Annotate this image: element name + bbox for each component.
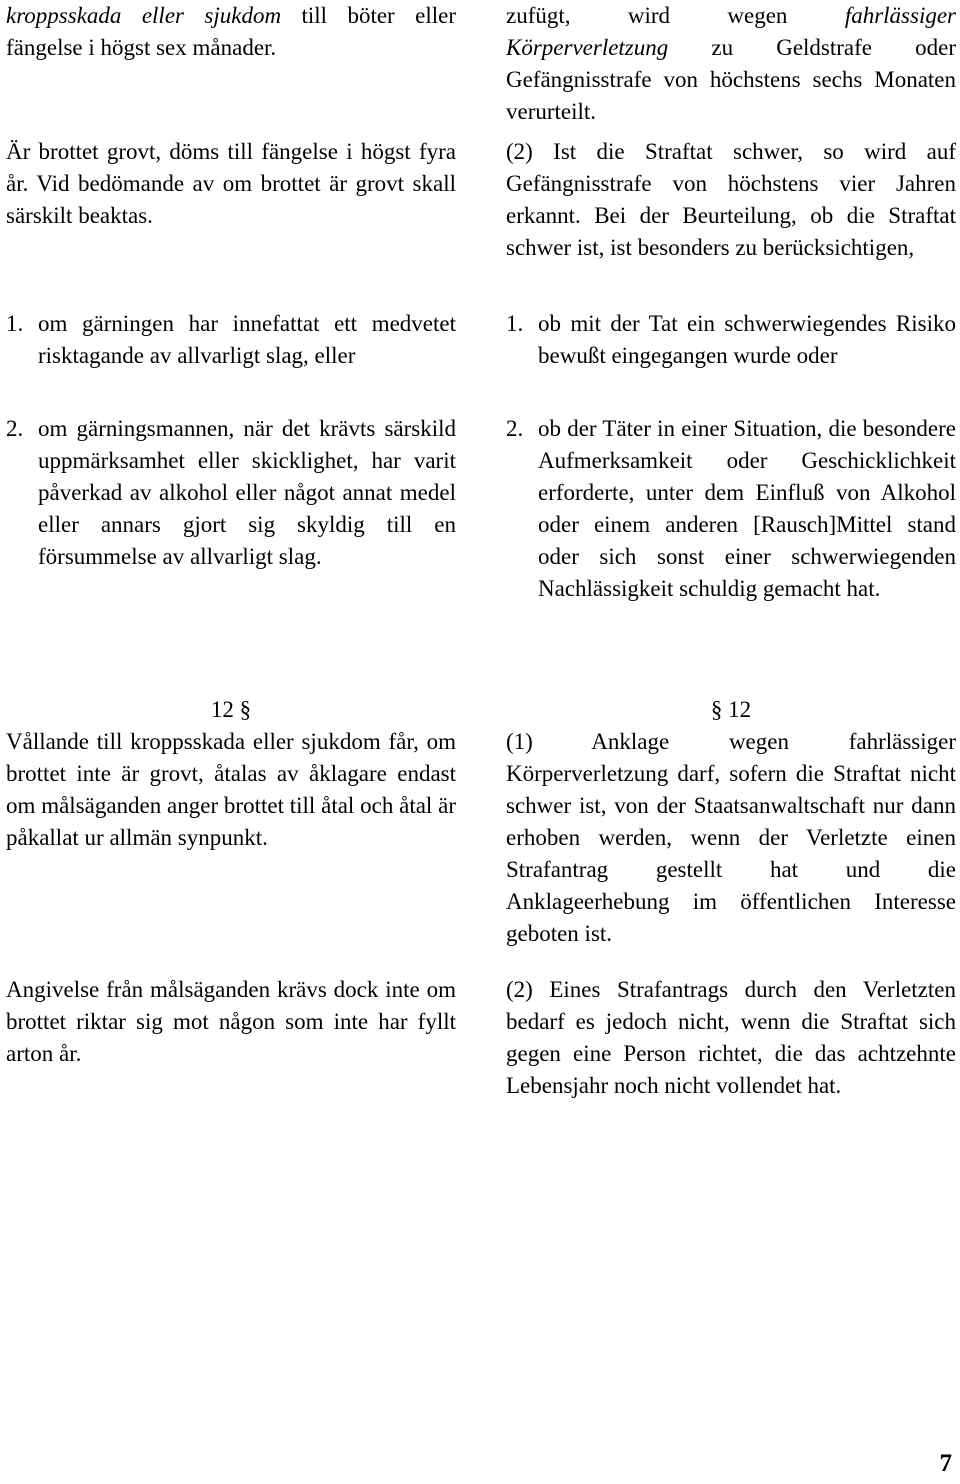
sv-section-12 xyxy=(6,694,456,854)
de-paragraph-1-start: zufügt, wird wegen xyxy=(506,3,845,28)
sv-list-item-1 xyxy=(6,308,456,372)
sv-section-12-paragraph-2-block xyxy=(6,974,456,1070)
de-section-12 xyxy=(506,694,956,950)
page-number: 7 xyxy=(939,1450,952,1477)
sv-list-number-2: 2. xyxy=(6,416,24,441)
sv-section-12-paragraph-2: Angivelse från målsäganden krävs dock inte om brottet riktar sig mot någon som inte har fyllt arton år. xyxy=(6,977,456,1066)
sv-paragraph-2: Är brottet grovt, döms till fängelse i högst fyra år. Vid bedömande av om brottet är grovt skall särskilt beaktas. xyxy=(6,139,456,228)
de-section-12-paragraph-2-block xyxy=(506,974,956,1102)
swedish-column-top xyxy=(6,0,456,64)
de-section-12-paragraph-2: (2) Eines Strafantrags durch den Verletzten bedarf es jedoch nicht, wenn die Straftat sich gegen eine Person richtet, die das achtzehnte Lebensjahr noch nicht vollendet hat. xyxy=(506,977,956,1098)
de-paragraph-2-block xyxy=(506,136,956,264)
de-italic-term: fahrlässiger Körperverletzung xyxy=(506,3,956,60)
de-list-item-2 xyxy=(506,413,956,605)
german-column-top xyxy=(506,0,956,128)
sv-list-text-2: om gärningsmannen, när det krävts särskild uppmärksamhet eller skicklighet, har varit påverkad av alkohol eller något annat medel eller annars gjort sig skyldig till en försummelse av allvarligt slag. xyxy=(38,416,456,569)
sv-list-item-2 xyxy=(6,413,456,573)
sv-list-number-1: 1. xyxy=(6,311,24,336)
sv-section-12-paragraph-1: Vållande till kroppsskada eller sjukdom får, om brottet inte är grovt, åtalas av åklagare endast om målsäganden anger brottet till åtal och åtal är påkallat ur allmän synpunkt. xyxy=(6,729,456,850)
de-paragraph-1 xyxy=(506,0,956,128)
sv-paragraph-1 xyxy=(6,0,456,64)
de-list-text-1: ob mit der Tat ein schwerwiegendes Risiko bewußt eingegangen wurde oder xyxy=(538,311,956,368)
de-paragraph-2: (2) Ist die Straftat schwer, so wird auf Gefängnisstrafe von höchstens vier Jahren erkannt. Bei der Beurteilung, ob die Straftat schwer ist, ist besonders zu berücksichtigen, xyxy=(506,139,956,260)
sv-paragraph-1-rest: till böter eller fängelse i högst sex månader. xyxy=(6,3,456,60)
sv-italic-term: kroppsskada eller sjukdom xyxy=(6,3,282,28)
de-paragraph-1-rest: zu Geldstrafe oder Gefängnisstrafe von höchstens sechs Monaten verurteilt. xyxy=(506,35,956,124)
de-list-item-1 xyxy=(506,308,956,372)
sv-paragraph-2-block xyxy=(6,136,456,232)
de-list-number-2: 2. xyxy=(506,416,524,441)
de-list-number-1: 1. xyxy=(506,311,524,336)
de-section-heading: § 12 xyxy=(710,697,752,722)
sv-list-text-1: om gärningen har innefattat ett medvetet risktagande av allvarligt slag, eller xyxy=(38,311,456,368)
sv-section-heading: 12 § xyxy=(210,697,252,722)
de-list-text-2: ob der Täter in einer Situation, die besondere Aufmerksamkeit oder Geschicklichkeit erforderte, unter dem Einfluß von Alkohol oder einem anderen [Rausch]Mittel stand oder sich sonst einer schwerwiegenden Nachlässigkeit schuldig gemacht hat. xyxy=(538,416,956,601)
de-section-12-paragraph-1: (1) Anklage wegen fahrlässiger Körperverletzung darf, sofern die Straftat nicht schwer ist, von der Staatsanwaltschaft nur dann erhoben werden, wenn der Verletzte einen Strafantrag gestellt hat und die Anklageerhebung im öffentlichen Interesse geboten ist. xyxy=(506,729,956,946)
